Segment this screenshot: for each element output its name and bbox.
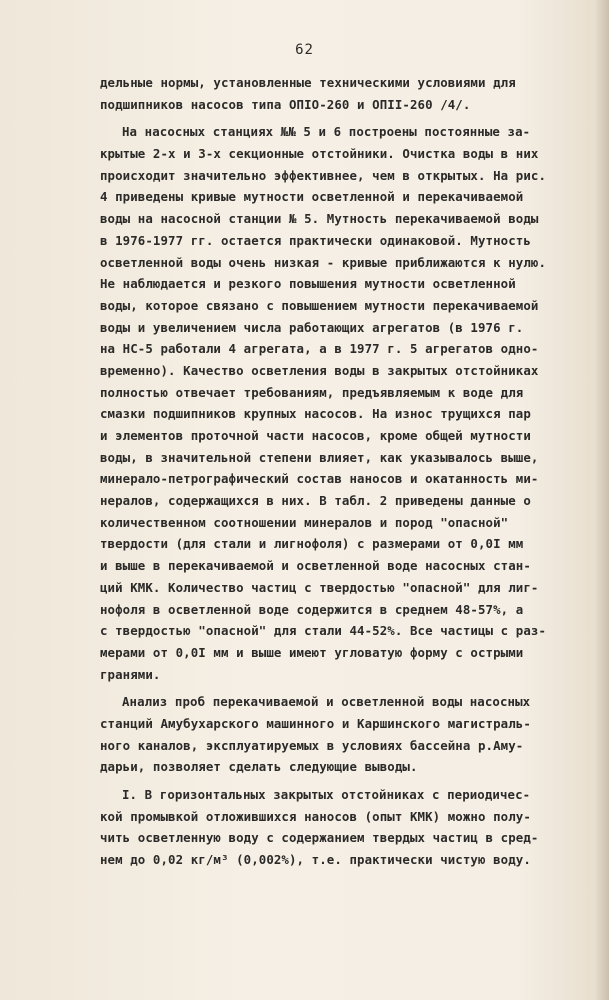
text-line: воды и увеличением числа работающих агрегатов (в 1976 г. <box>100 319 524 335</box>
text-line: в 1976-1977 гг. остается практически одинаковой. Мутность <box>100 232 531 248</box>
text-line: кой промывкой отложившихся наносов (опыт КМК) можно полу- <box>100 808 531 824</box>
text-line: на НС-5 работали 4 агрегата, а в 1977 г. 5 агрегатов одно- <box>100 341 539 357</box>
text-line: полностью отвечает требованиям, предъявляемым к воде для <box>100 384 524 400</box>
text-line: твердости (для стали и лигнофоля) с размерами от 0,0І мм <box>100 536 524 552</box>
text-line: ций КМК. Количество частиц с твердостью "опасной" для лиг- <box>100 579 539 595</box>
text-line: 4 приведены кривые мутности осветленной и перекачиваемой <box>100 189 524 205</box>
text-line: чить осветленную воду с содержанием твердых частиц в сред- <box>100 830 539 846</box>
text-line: воды, в значительной степени влияет, как указывалось выше, <box>100 449 539 465</box>
text-line: нералов, содержащихся в них. В табл. 2 приведены данные о <box>100 493 531 509</box>
text-line: подшипников насосов типа ОПІО-260 и ОПІІ-260 /4/. <box>100 96 471 112</box>
text-line: гранями. <box>100 666 161 682</box>
text-line: мерами от 0,0І мм и выше имеют угловатую форму с острыми <box>100 644 524 660</box>
text-line: нофоля в осветленной воде содержится в среднем 48-57%, а <box>100 601 524 617</box>
text-line: количественном соотношении минералов и пород "опасной" <box>100 514 509 530</box>
text-line: минерало-петрографический состав наносов и окатанность ми- <box>100 471 539 487</box>
text-line: воды, которое связано с повышением мутности перекачиваемой <box>100 297 539 313</box>
text-line: дельные нормы, установленные техническими условиями для <box>100 75 516 90</box>
text-line: Не наблюдается и резкого повышения мутности осветленной <box>100 276 516 292</box>
text-line: с твердостью "опасной" для стали 44-52%. Все частицы с раз- <box>100 623 547 639</box>
text-line: Анализ проб перекачиваемой и осветленной воды насосных <box>122 694 531 710</box>
text-line: смазки подшипников крупных насосов. На износ трущихся пар <box>100 406 531 422</box>
text-line: І. В горизонтальных закрытых отстойниках с периодичес- <box>122 787 531 802</box>
text-line: и элементов проточной части насосов, кроме общей мутности <box>100 428 531 443</box>
text-line: происходит значительно эффективнее, чем в открытых. На рис. <box>100 167 547 183</box>
page-edge-shadow <box>595 0 609 1000</box>
text-line: воды на насосной станции № 5. Мутность перекачиваемой воды <box>100 211 539 227</box>
text-line: и выше в перекачиваемой и осветленной воде насосных стан- <box>100 558 531 574</box>
text-line: нем до 0,02 кг/м³ (0,002%), т.е. практически чистую воду. <box>100 852 531 868</box>
page-number: 62 <box>295 42 314 58</box>
text-line: На насосных станциях №№ 5 и 6 построены постоянные за- <box>122 124 531 140</box>
text-line: временно). Качество осветления воды в закрытых отстойниках <box>100 362 539 378</box>
text-line: осветленной воды очень низкая - кривые приближаются к нулю. <box>100 254 547 270</box>
text-line: дарьи, позволяет сделать следующие выводы. <box>100 759 418 775</box>
text-line: ного каналов, эксплуатируемых в условиях бассейна р.Аму- <box>100 737 524 753</box>
text-line: крытые 2-х и 3-х секционные отстойники. Очистка воды в них <box>100 146 539 162</box>
body-text <box>100 72 590 871</box>
text-line: станций Амубухарского машинного и Каршинского магистраль- <box>100 715 531 731</box>
